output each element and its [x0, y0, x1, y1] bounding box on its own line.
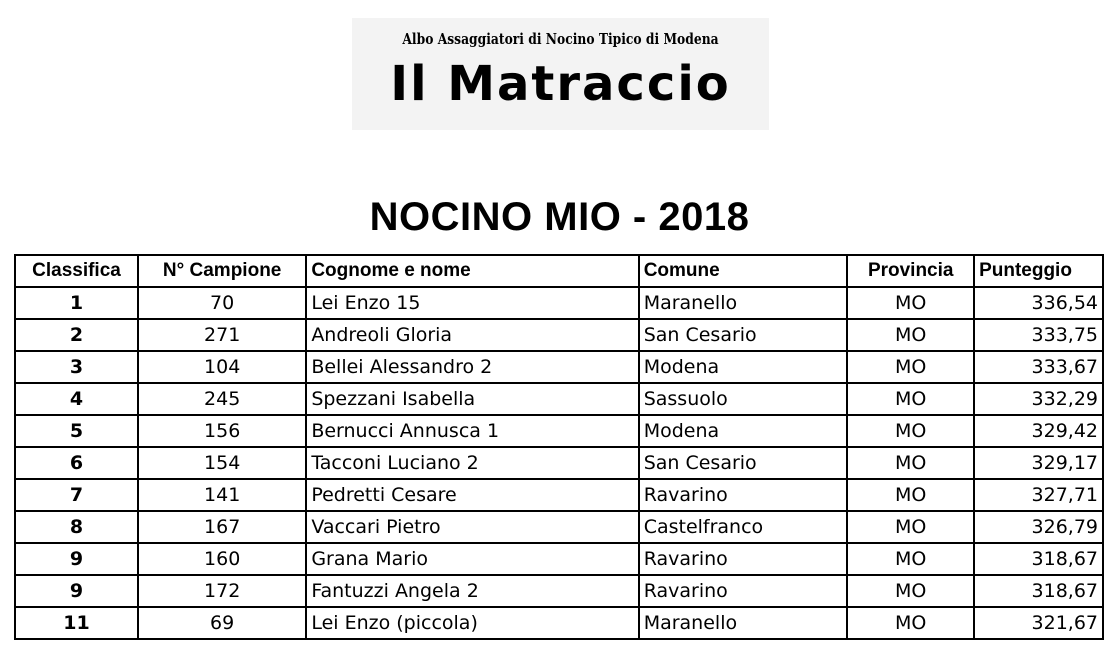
logo-name: Il Matraccio	[390, 56, 731, 112]
cell-campione: 160	[138, 543, 306, 575]
table-row	[15, 415, 1103, 447]
cell-comune: Maranello	[639, 607, 848, 639]
table-row	[15, 351, 1103, 383]
cell-punteggio: 318,67	[974, 543, 1103, 575]
table-row	[15, 575, 1103, 607]
cell-provincia: MO	[847, 383, 974, 415]
cell-classifica: 1	[15, 287, 138, 319]
header-provincia: Provincia	[847, 255, 974, 287]
cell-provincia: MO	[847, 575, 974, 607]
cell-punteggio: 326,79	[974, 511, 1103, 543]
cell-classifica: 9	[15, 575, 138, 607]
cell-provincia: MO	[847, 319, 974, 351]
cell-comune: Ravarino	[639, 575, 848, 607]
cell-classifica: 3	[15, 351, 138, 383]
cell-punteggio: 321,67	[974, 607, 1103, 639]
cell-classifica: 11	[15, 607, 138, 639]
cell-punteggio: 329,17	[974, 447, 1103, 479]
cell-nome: Vaccari Pietro	[306, 511, 638, 543]
cell-comune: San Cesario	[639, 319, 848, 351]
table-row	[15, 383, 1103, 415]
cell-punteggio: 327,71	[974, 479, 1103, 511]
cell-campione: 141	[138, 479, 306, 511]
table-row	[15, 511, 1103, 543]
cell-classifica: 2	[15, 319, 138, 351]
cell-punteggio: 318,67	[974, 575, 1103, 607]
table-row	[15, 319, 1103, 351]
table-row	[15, 287, 1103, 319]
cell-punteggio: 336,54	[974, 287, 1103, 319]
cell-comune: Maranello	[639, 287, 848, 319]
logo-subtitle: Albo Assaggiatori di Nocino Tipico di Modena	[402, 30, 719, 48]
cell-classifica: 7	[15, 479, 138, 511]
cell-nome: Spezzani Isabella	[306, 383, 638, 415]
cell-campione: 172	[138, 575, 306, 607]
cell-nome: Lei Enzo 15	[306, 287, 638, 319]
cell-nome: Bernucci Annusca 1	[306, 415, 638, 447]
cell-comune: Sassuolo	[639, 383, 848, 415]
logo	[352, 18, 769, 130]
cell-nome: Andreoli Gloria	[306, 319, 638, 351]
cell-nome: Fantuzzi Angela 2	[306, 575, 638, 607]
cell-comune: Castelfranco	[639, 511, 848, 543]
cell-provincia: MO	[847, 479, 974, 511]
cell-provincia: MO	[847, 511, 974, 543]
table-row	[15, 607, 1103, 639]
cell-comune: Modena	[639, 351, 848, 383]
cell-punteggio: 333,75	[974, 319, 1103, 351]
cell-comune: Ravarino	[639, 479, 848, 511]
cell-comune: Modena	[639, 415, 848, 447]
cell-provincia: MO	[847, 351, 974, 383]
cell-provincia: MO	[847, 447, 974, 479]
cell-provincia: MO	[847, 543, 974, 575]
cell-classifica: 5	[15, 415, 138, 447]
cell-campione: 154	[138, 447, 306, 479]
table-header-row	[15, 255, 1103, 287]
cell-classifica: 4	[15, 383, 138, 415]
cell-campione: 271	[138, 319, 306, 351]
cell-nome: Grana Mario	[306, 543, 638, 575]
cell-provincia: MO	[847, 607, 974, 639]
cell-classifica: 9	[15, 543, 138, 575]
cell-nome: Bellei Alessandro 2	[306, 351, 638, 383]
header-punteggio: Punteggio	[974, 255, 1103, 287]
cell-comune: Ravarino	[639, 543, 848, 575]
cell-punteggio: 329,42	[974, 415, 1103, 447]
cell-classifica: 6	[15, 447, 138, 479]
table-row	[15, 543, 1103, 575]
cell-campione: 104	[138, 351, 306, 383]
cell-provincia: MO	[847, 415, 974, 447]
header-nome: Cognome e nome	[306, 255, 638, 287]
page-title: NOCINO MIO - 2018	[369, 195, 750, 239]
header-comune: Comune	[639, 255, 848, 287]
results-table	[14, 254, 1104, 640]
cell-campione: 69	[138, 607, 306, 639]
cell-provincia: MO	[847, 287, 974, 319]
cell-campione: 156	[138, 415, 306, 447]
cell-campione: 245	[138, 383, 306, 415]
cell-nome: Pedretti Cesare	[306, 479, 638, 511]
header-classifica: Classifica	[15, 255, 138, 287]
table-row	[15, 447, 1103, 479]
header-campione: N° Campione	[138, 255, 306, 287]
cell-punteggio: 332,29	[974, 383, 1103, 415]
cell-campione: 167	[138, 511, 306, 543]
cell-nome: Tacconi Luciano 2	[306, 447, 638, 479]
cell-nome: Lei Enzo (piccola)	[306, 607, 638, 639]
cell-punteggio: 333,67	[974, 351, 1103, 383]
cell-classifica: 8	[15, 511, 138, 543]
cell-campione: 70	[138, 287, 306, 319]
cell-comune: San Cesario	[639, 447, 848, 479]
table-row	[15, 479, 1103, 511]
